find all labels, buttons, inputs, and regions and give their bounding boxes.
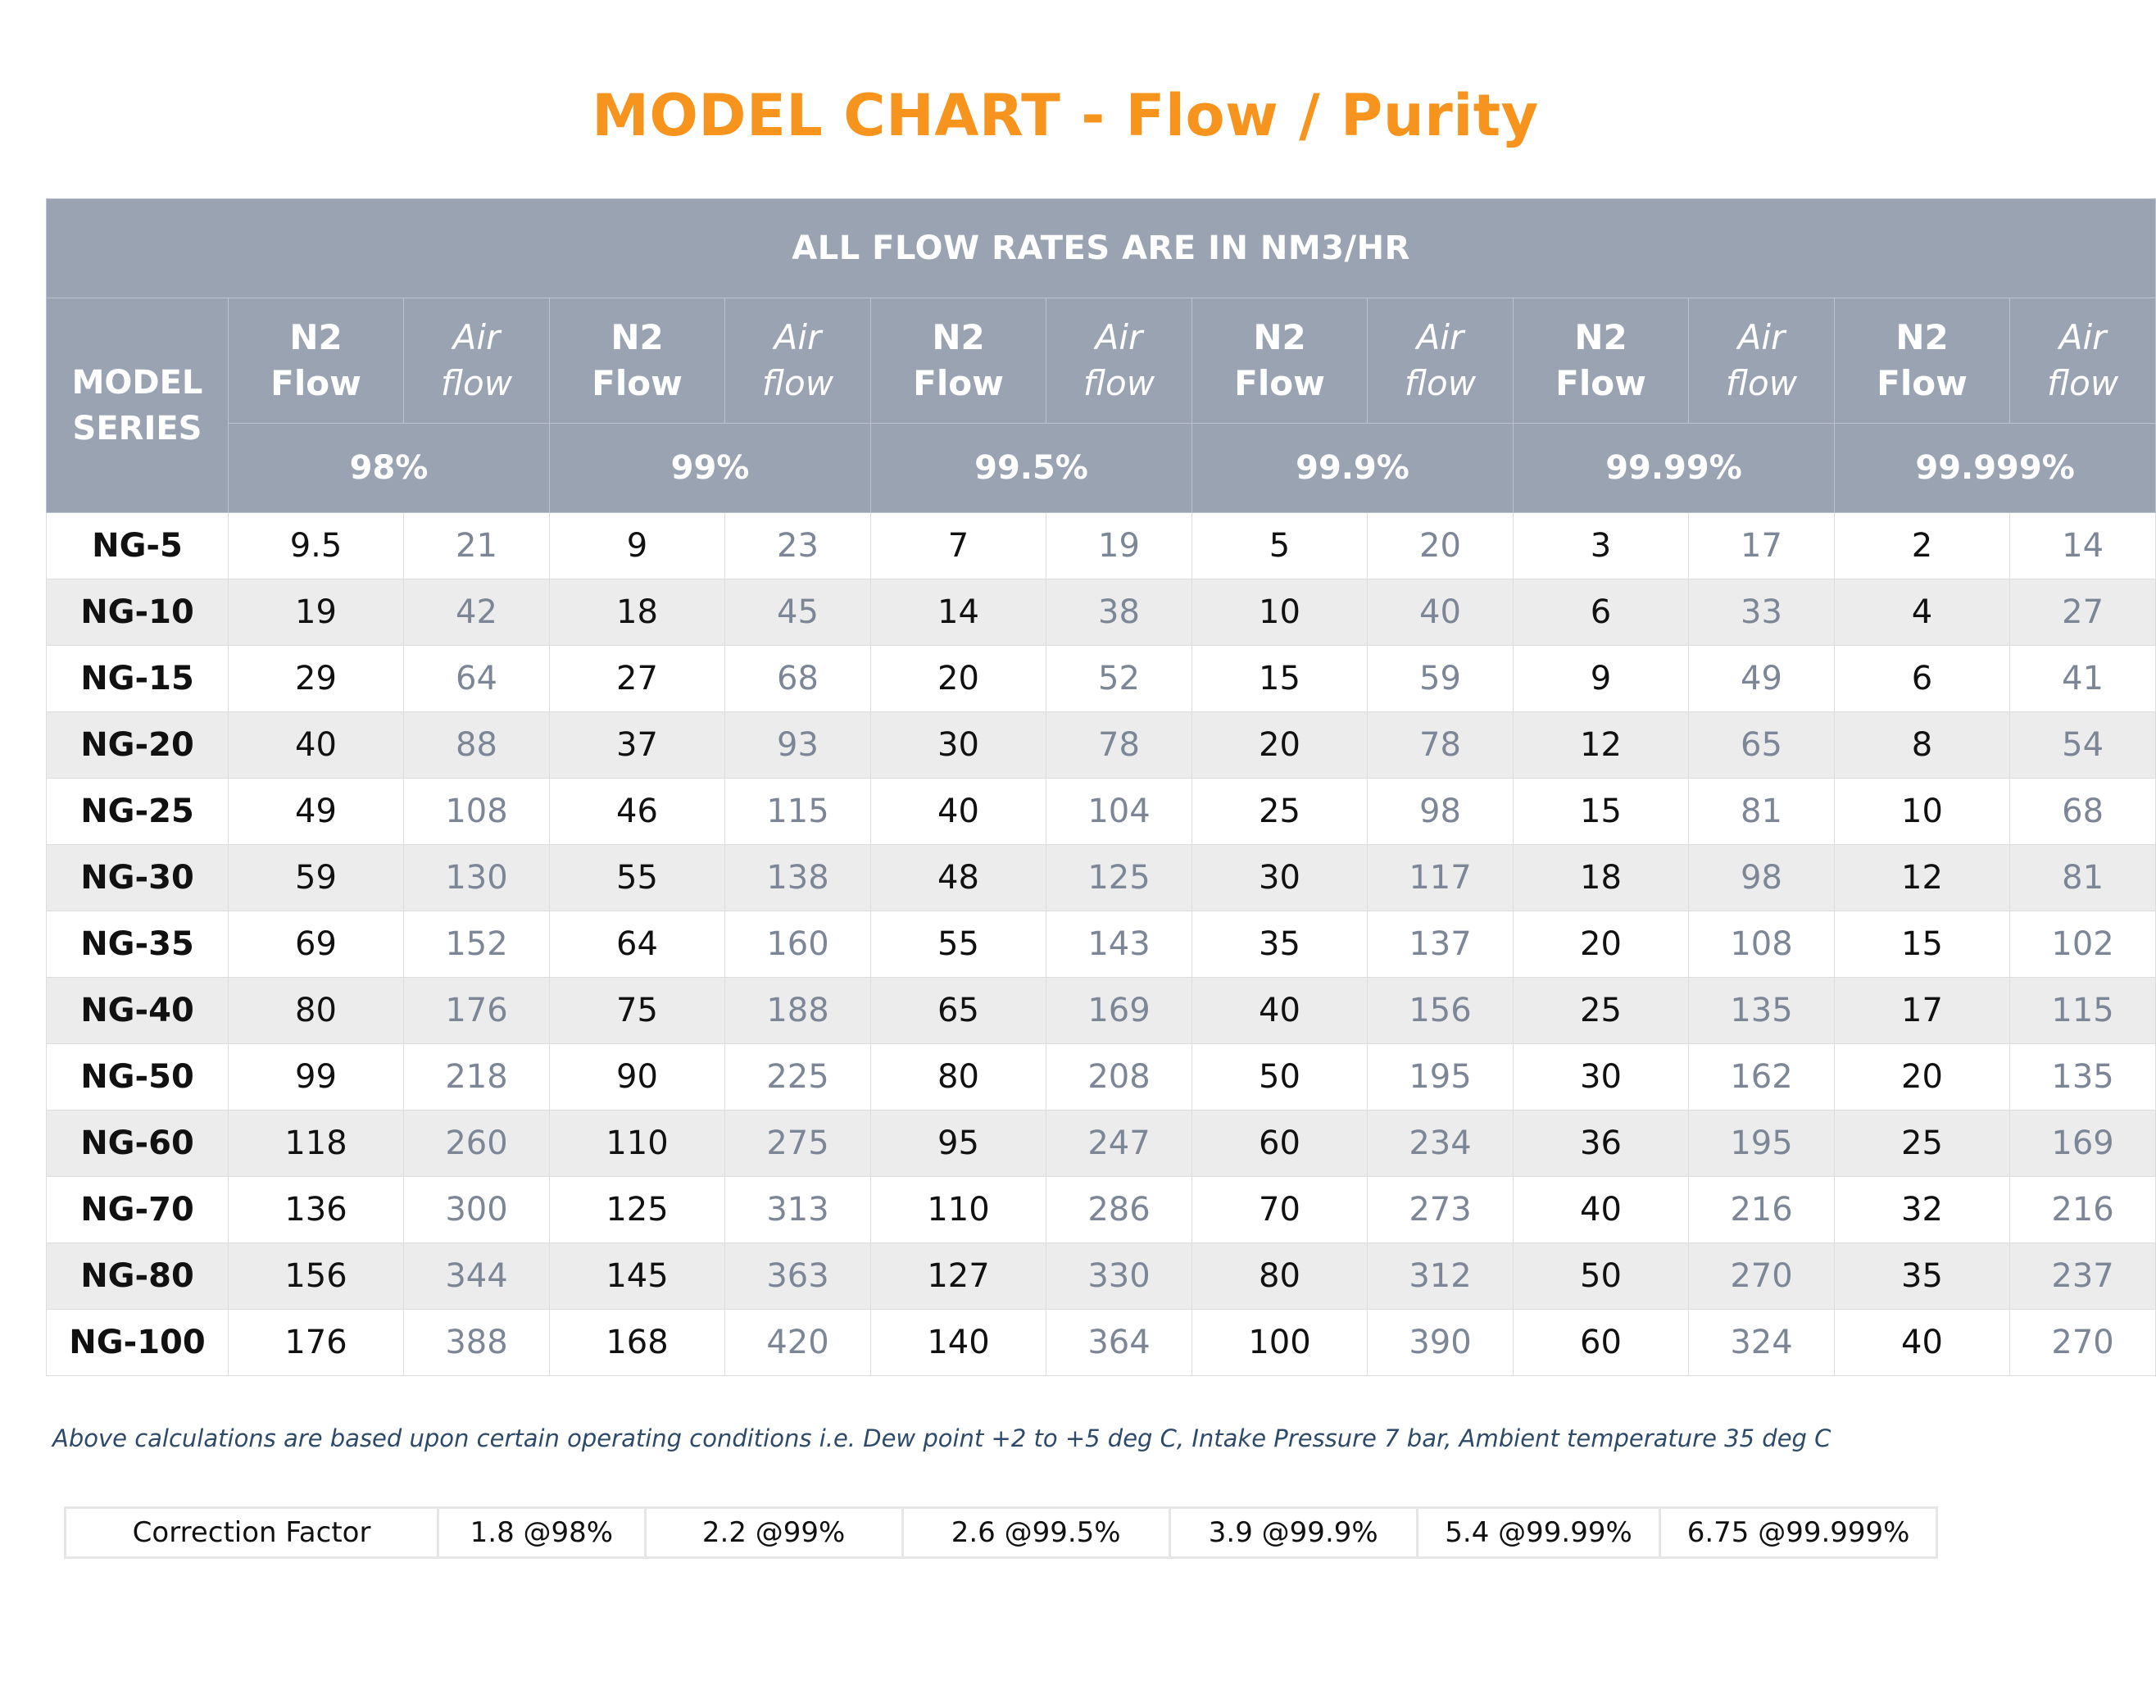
n2-flow-cell: 17 <box>1835 978 2010 1044</box>
n2-flow-cell: 136 <box>229 1177 404 1243</box>
model-chart-table <box>46 198 2156 1376</box>
n2-flow-cell: 40 <box>1835 1310 2010 1376</box>
n2-flow-cell: 40 <box>229 712 404 779</box>
air-flow-cell: 23 <box>725 513 871 579</box>
air-flow-cell: 364 <box>1046 1310 1192 1376</box>
n2-flow-cell: 59 <box>229 845 404 911</box>
correction-factor-value: 2.6 @99.5% <box>902 1508 1169 1558</box>
air-header-line2: flow <box>761 363 834 403</box>
air-flow-cell: 135 <box>2010 1044 2156 1111</box>
n2-flow-cell: 40 <box>1514 1177 1689 1243</box>
model-cell: NG-50 <box>47 1044 229 1111</box>
n2-header-line1: N2 <box>1253 317 1306 357</box>
n2-flow-cell: 10 <box>1192 579 1368 646</box>
air-flow-cell: 14 <box>2010 513 2156 579</box>
n2-flow-cell: 75 <box>550 978 725 1044</box>
air-flow-cell: 64 <box>404 646 550 712</box>
n2-flow-cell: 100 <box>1192 1310 1368 1376</box>
n2-flow-cell: 46 <box>550 779 725 845</box>
n2-flow-cell: 29 <box>229 646 404 712</box>
air-flow-cell: 216 <box>2010 1177 2156 1243</box>
air-flow-cell: 52 <box>1046 646 1192 712</box>
n2-flow-header <box>229 298 404 424</box>
model-header-line2: SERIES <box>72 409 202 447</box>
air-flow-cell: 176 <box>404 978 550 1044</box>
n2-flow-cell: 12 <box>1835 845 2010 911</box>
air-flow-cell: 138 <box>725 845 871 911</box>
n2-flow-cell: 15 <box>1192 646 1368 712</box>
n2-flow-cell: 36 <box>1514 1111 1689 1177</box>
air-flow-cell: 27 <box>2010 579 2156 646</box>
air-flow-cell: 38 <box>1046 579 1192 646</box>
air-flow-cell: 135 <box>1689 978 1835 1044</box>
air-header-line2: flow <box>1725 363 1798 403</box>
n2-flow-cell: 9 <box>550 513 725 579</box>
n2-header-line1: N2 <box>610 317 664 357</box>
n2-flow-cell: 2 <box>1835 513 2010 579</box>
n2-flow-cell: 50 <box>1192 1044 1368 1111</box>
n2-flow-cell: 5 <box>1192 513 1368 579</box>
n2-flow-cell: 19 <box>229 579 404 646</box>
air-flow-cell: 195 <box>1368 1044 1514 1111</box>
air-flow-cell: 33 <box>1689 579 1835 646</box>
n2-flow-cell: 20 <box>1192 712 1368 779</box>
n2-header-line1: N2 <box>289 317 343 357</box>
n2-flow-header <box>1835 298 2010 424</box>
air-flow-cell: 156 <box>1368 978 1514 1044</box>
air-flow-cell: 313 <box>725 1177 871 1243</box>
n2-flow-cell: 69 <box>229 911 404 978</box>
air-flow-cell: 143 <box>1046 911 1192 978</box>
model-cell: NG-60 <box>47 1111 229 1177</box>
n2-flow-cell: 35 <box>1192 911 1368 978</box>
purity-header: 99.5% <box>871 424 1192 513</box>
n2-flow-cell: 7 <box>871 513 1046 579</box>
n2-flow-cell: 156 <box>229 1243 404 1310</box>
n2-flow-cell: 25 <box>1835 1111 2010 1177</box>
correction-factor-label: Correction Factor <box>66 1508 438 1558</box>
air-flow-cell: 237 <box>2010 1243 2156 1310</box>
n2-header-line2: Flow <box>592 363 683 403</box>
air-flow-cell: 216 <box>1689 1177 1835 1243</box>
air-flow-cell: 81 <box>2010 845 2156 911</box>
n2-flow-cell: 140 <box>871 1310 1046 1376</box>
purity-header: 99% <box>550 424 871 513</box>
air-flow-cell: 420 <box>725 1310 871 1376</box>
n2-flow-cell: 14 <box>871 579 1046 646</box>
table-row <box>47 1044 2156 1111</box>
air-flow-cell: 49 <box>1689 646 1835 712</box>
model-cell: NG-20 <box>47 712 229 779</box>
table-row <box>47 579 2156 646</box>
air-flow-cell: 324 <box>1689 1310 1835 1376</box>
n2-flow-cell: 30 <box>871 712 1046 779</box>
purity-header: 98% <box>229 424 550 513</box>
purity-header: 99.99% <box>1514 424 1835 513</box>
air-header-line2: flow <box>1083 363 1155 403</box>
air-flow-cell: 363 <box>725 1243 871 1310</box>
air-flow-cell: 300 <box>404 1177 550 1243</box>
n2-flow-cell: 6 <box>1835 646 2010 712</box>
air-flow-cell: 125 <box>1046 845 1192 911</box>
air-flow-cell: 117 <box>1368 845 1514 911</box>
air-flow-cell: 104 <box>1046 779 1192 845</box>
air-flow-cell: 260 <box>404 1111 550 1177</box>
air-flow-cell: 275 <box>725 1111 871 1177</box>
n2-flow-cell: 32 <box>1835 1177 2010 1243</box>
table-row <box>47 1310 2156 1376</box>
table-row <box>47 911 2156 978</box>
correction-factor-value: 2.2 @99% <box>645 1508 902 1558</box>
air-flow-cell: 390 <box>1368 1310 1514 1376</box>
air-flow-header <box>1368 298 1514 424</box>
n2-flow-cell: 18 <box>1514 845 1689 911</box>
air-flow-cell: 188 <box>725 978 871 1044</box>
air-flow-cell: 45 <box>725 579 871 646</box>
correction-factor-value: 3.9 @99.9% <box>1169 1508 1417 1558</box>
n2-flow-cell: 125 <box>550 1177 725 1243</box>
air-flow-cell: 169 <box>1046 978 1192 1044</box>
n2-flow-cell: 65 <box>871 978 1046 1044</box>
air-flow-cell: 65 <box>1689 712 1835 779</box>
n2-header-line1: N2 <box>1574 317 1627 357</box>
purity-header: 99.9% <box>1192 424 1514 513</box>
table-row <box>47 513 2156 579</box>
table-row <box>47 845 2156 911</box>
correction-factor-value: 5.4 @99.99% <box>1417 1508 1659 1558</box>
n2-flow-header <box>871 298 1046 424</box>
air-flow-cell: 20 <box>1368 513 1514 579</box>
n2-flow-header <box>1192 298 1368 424</box>
air-flow-cell: 388 <box>404 1310 550 1376</box>
air-flow-cell: 160 <box>725 911 871 978</box>
air-flow-cell: 270 <box>1689 1243 1835 1310</box>
n2-header-line2: Flow <box>1877 363 1968 403</box>
air-flow-cell: 270 <box>2010 1310 2156 1376</box>
n2-flow-cell: 12 <box>1514 712 1689 779</box>
n2-header-line2: Flow <box>1234 363 1325 403</box>
air-flow-cell: 108 <box>404 779 550 845</box>
n2-flow-cell: 48 <box>871 845 1046 911</box>
model-cell: NG-30 <box>47 845 229 911</box>
air-flow-cell: 115 <box>725 779 871 845</box>
air-flow-cell: 218 <box>404 1044 550 1111</box>
model-series-header <box>47 298 229 513</box>
air-flow-cell: 208 <box>1046 1044 1192 1111</box>
air-flow-cell: 234 <box>1368 1111 1514 1177</box>
n2-flow-cell: 20 <box>1835 1044 2010 1111</box>
n2-flow-cell: 20 <box>1514 911 1689 978</box>
n2-flow-header <box>550 298 725 424</box>
air-flow-cell: 81 <box>1689 779 1835 845</box>
air-flow-cell: 59 <box>1368 646 1514 712</box>
air-flow-cell: 78 <box>1368 712 1514 779</box>
n2-flow-cell: 168 <box>550 1310 725 1376</box>
model-cell: NG-70 <box>47 1177 229 1243</box>
n2-header-line1: N2 <box>932 317 985 357</box>
air-flow-cell: 98 <box>1689 845 1835 911</box>
air-flow-cell: 88 <box>404 712 550 779</box>
air-flow-cell: 78 <box>1046 712 1192 779</box>
n2-flow-cell: 80 <box>1192 1243 1368 1310</box>
air-flow-cell: 93 <box>725 712 871 779</box>
air-flow-header <box>1046 298 1192 424</box>
model-cell: NG-80 <box>47 1243 229 1310</box>
correction-factor-value: 6.75 @99.999% <box>1660 1508 1937 1558</box>
air-flow-cell: 152 <box>404 911 550 978</box>
n2-flow-cell: 9.5 <box>229 513 404 579</box>
air-flow-cell: 102 <box>2010 911 2156 978</box>
n2-flow-cell: 25 <box>1192 779 1368 845</box>
n2-header-line2: Flow <box>1555 363 1646 403</box>
n2-flow-cell: 127 <box>871 1243 1046 1310</box>
n2-header-line2: Flow <box>913 363 1004 403</box>
air-flow-cell: 330 <box>1046 1243 1192 1310</box>
table-row <box>47 779 2156 845</box>
air-flow-cell: 115 <box>2010 978 2156 1044</box>
air-flow-cell: 130 <box>404 845 550 911</box>
air-flow-cell: 169 <box>2010 1111 2156 1177</box>
model-header-line1: MODEL <box>71 363 203 402</box>
air-flow-cell: 247 <box>1046 1111 1192 1177</box>
air-flow-cell: 68 <box>725 646 871 712</box>
n2-flow-cell: 110 <box>550 1111 725 1177</box>
air-header-line1: Air <box>1416 317 1464 357</box>
n2-flow-cell: 25 <box>1514 978 1689 1044</box>
air-flow-cell: 344 <box>404 1243 550 1310</box>
model-cell: NG-5 <box>47 513 229 579</box>
n2-flow-cell: 110 <box>871 1177 1046 1243</box>
model-cell: NG-25 <box>47 779 229 845</box>
operating-conditions-note: Above calculations are based upon certain operating conditions i.e. Dew point +2 to +5 deg C, Intake Pressure 7 bar, Ambient temperature 35 deg C <box>52 1424 1831 1452</box>
air-flow-cell: 98 <box>1368 779 1514 845</box>
air-flow-cell: 137 <box>1368 911 1514 978</box>
n2-header-line1: N2 <box>1895 317 1949 357</box>
air-header-line1: Air <box>452 317 501 357</box>
model-cell: NG-10 <box>47 579 229 646</box>
air-flow-header <box>1689 298 1835 424</box>
n2-flow-cell: 8 <box>1835 712 2010 779</box>
table-row <box>47 646 2156 712</box>
n2-flow-cell: 70 <box>1192 1177 1368 1243</box>
n2-flow-cell: 15 <box>1835 911 2010 978</box>
n2-flow-cell: 37 <box>550 712 725 779</box>
n2-flow-cell: 60 <box>1192 1111 1368 1177</box>
n2-flow-cell: 50 <box>1514 1243 1689 1310</box>
purity-header: 99.999% <box>1835 424 2156 513</box>
air-flow-cell: 225 <box>725 1044 871 1111</box>
correction-factor-value: 1.8 @98% <box>438 1508 645 1558</box>
air-flow-cell: 19 <box>1046 513 1192 579</box>
air-flow-cell: 108 <box>1689 911 1835 978</box>
air-flow-cell: 42 <box>404 579 550 646</box>
model-cell: NG-40 <box>47 978 229 1044</box>
air-header-line2: flow <box>2046 363 2119 403</box>
table-row <box>47 1111 2156 1177</box>
n2-flow-cell: 30 <box>1514 1044 1689 1111</box>
n2-flow-cell: 40 <box>1192 978 1368 1044</box>
air-header-line1: Air <box>2058 317 2107 357</box>
air-flow-cell: 40 <box>1368 579 1514 646</box>
model-cell: NG-15 <box>47 646 229 712</box>
n2-flow-cell: 4 <box>1835 579 2010 646</box>
n2-flow-cell: 145 <box>550 1243 725 1310</box>
table-row <box>47 712 2156 779</box>
n2-flow-cell: 90 <box>550 1044 725 1111</box>
n2-flow-cell: 176 <box>229 1310 404 1376</box>
air-flow-cell: 54 <box>2010 712 2156 779</box>
air-flow-cell: 195 <box>1689 1111 1835 1177</box>
table-row <box>47 1243 2156 1310</box>
n2-flow-cell: 99 <box>229 1044 404 1111</box>
n2-flow-cell: 9 <box>1514 646 1689 712</box>
air-header-line1: Air <box>1095 317 1143 357</box>
n2-flow-cell: 55 <box>550 845 725 911</box>
n2-flow-cell: 6 <box>1514 579 1689 646</box>
n2-header-line2: Flow <box>270 363 361 403</box>
page-title: MODEL CHART - Flow / Purity <box>592 82 1539 149</box>
air-flow-cell: 162 <box>1689 1044 1835 1111</box>
n2-flow-cell: 35 <box>1835 1243 2010 1310</box>
air-flow-cell: 68 <box>2010 779 2156 845</box>
air-flow-cell: 312 <box>1368 1243 1514 1310</box>
air-header-line1: Air <box>774 317 822 357</box>
air-flow-header <box>725 298 871 424</box>
n2-flow-cell: 49 <box>229 779 404 845</box>
air-flow-header <box>2010 298 2156 424</box>
table-row <box>47 1177 2156 1243</box>
n2-flow-cell: 80 <box>871 1044 1046 1111</box>
model-cell: NG-100 <box>47 1310 229 1376</box>
n2-flow-cell: 18 <box>550 579 725 646</box>
air-flow-cell: 273 <box>1368 1177 1514 1243</box>
n2-flow-cell: 55 <box>871 911 1046 978</box>
n2-flow-header <box>1514 298 1689 424</box>
n2-flow-cell: 95 <box>871 1111 1046 1177</box>
air-flow-cell: 41 <box>2010 646 2156 712</box>
n2-flow-cell: 60 <box>1514 1310 1689 1376</box>
n2-flow-cell: 3 <box>1514 513 1689 579</box>
n2-flow-cell: 30 <box>1192 845 1368 911</box>
units-banner: ALL FLOW RATES ARE IN NM3/HR <box>47 199 2156 298</box>
n2-flow-cell: 27 <box>550 646 725 712</box>
n2-flow-cell: 15 <box>1514 779 1689 845</box>
correction-factor-table <box>64 1506 1938 1559</box>
air-flow-header <box>404 298 550 424</box>
n2-flow-cell: 118 <box>229 1111 404 1177</box>
n2-flow-cell: 80 <box>229 978 404 1044</box>
table-row <box>47 978 2156 1044</box>
n2-flow-cell: 40 <box>871 779 1046 845</box>
air-header-line1: Air <box>1737 317 1786 357</box>
air-flow-cell: 21 <box>404 513 550 579</box>
n2-flow-cell: 10 <box>1835 779 2010 845</box>
air-header-line2: flow <box>1404 363 1477 403</box>
model-cell: NG-35 <box>47 911 229 978</box>
air-flow-cell: 286 <box>1046 1177 1192 1243</box>
air-flow-cell: 17 <box>1689 513 1835 579</box>
n2-flow-cell: 64 <box>550 911 725 978</box>
n2-flow-cell: 20 <box>871 646 1046 712</box>
air-header-line2: flow <box>440 363 513 403</box>
